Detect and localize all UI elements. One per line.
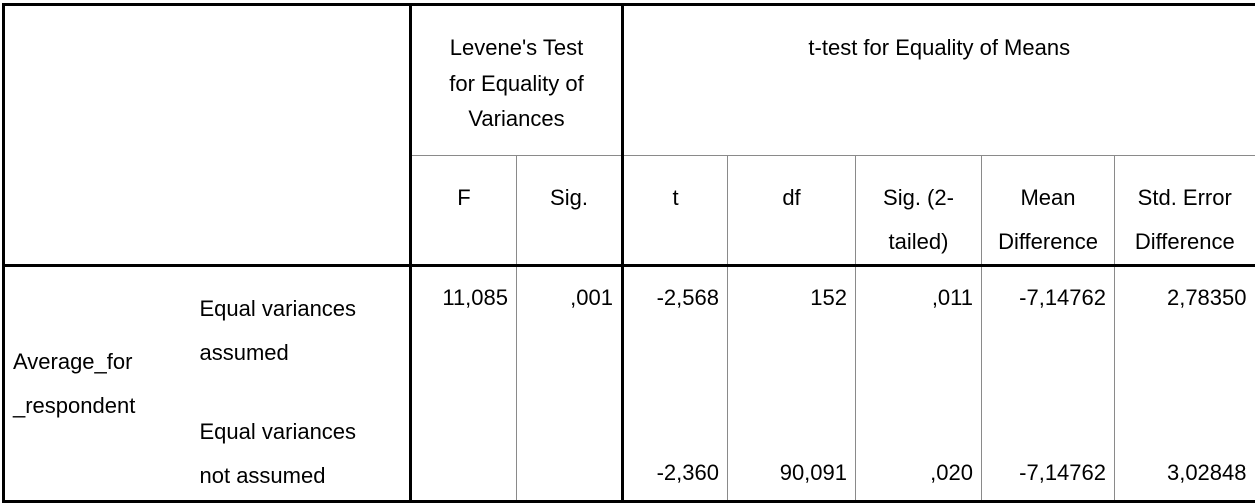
independent-samples-test-table (2, 3, 1255, 503)
cell-df: 90,091 (728, 378, 856, 502)
cell-sig-2-tailed: ,011 (856, 266, 982, 379)
levene-header-line-3: Variances (468, 106, 565, 132)
col-header-sig: Sig. (517, 156, 623, 266)
cell-sig: ,001 (517, 266, 623, 379)
col-header-f: F (411, 156, 517, 266)
cell-t: -2,568 (623, 266, 728, 379)
levene-header-line-1: Levene's Test (449, 35, 584, 60)
table-row (4, 378, 1255, 502)
ttest-header-label: t-test for Equality of Means (808, 35, 1071, 60)
row-label-equal-variances-not-assumed: Equal variances not assumed (192, 378, 411, 502)
cell-mean-difference: -7,14762 (982, 266, 1115, 379)
cell-t: -2,360 (623, 378, 728, 502)
col-header-std-error-difference: Std. Error Difference (1115, 156, 1255, 266)
row-label-equal-variances-assumed: Equal variances assumed (192, 266, 411, 379)
header-row-groups (4, 5, 1255, 156)
cell-sig (517, 378, 623, 502)
table-row (4, 266, 1255, 379)
col-header-sig-2-tailed: Sig. (2- tailed) (856, 156, 982, 266)
levene-header-line-2: for Equality of (449, 70, 584, 96)
cell-std-error-difference: 2,78350 (1166, 285, 1247, 310)
cell-mean-difference: -7,14762 (982, 378, 1115, 502)
col-header-t: t (623, 156, 728, 266)
cell-std-error-difference: 3,02848 (1115, 378, 1255, 502)
cell-f: 11,085 (411, 266, 517, 379)
cell-df: 152 (728, 266, 856, 379)
ttest-group-header (623, 5, 1255, 156)
corner-cell (4, 5, 411, 266)
cell-f (411, 378, 517, 502)
col-header-df: df (728, 156, 856, 266)
variable-label: Average_for _respondent (4, 266, 192, 502)
cell-sig-2-tailed: ,020 (856, 378, 982, 502)
col-header-mean-difference: Mean Difference (982, 156, 1115, 266)
levene-group-header (411, 5, 623, 156)
